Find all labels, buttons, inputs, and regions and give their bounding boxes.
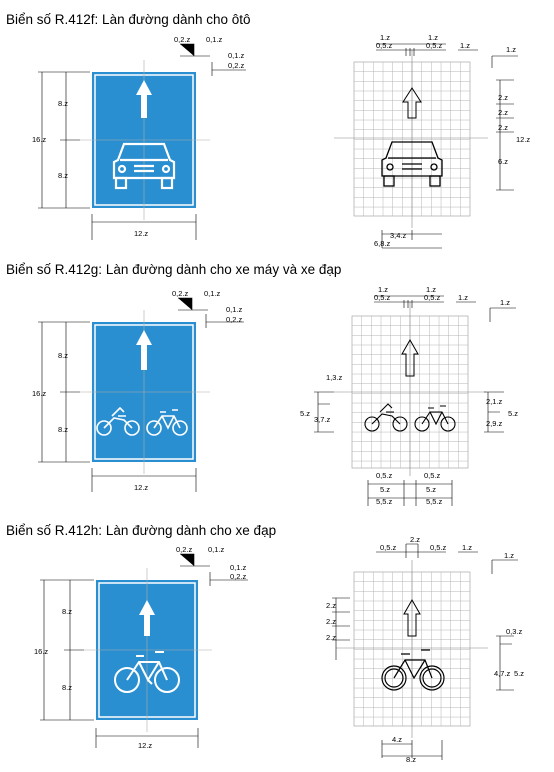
grid-dim-bottom-d: 5.z: [426, 485, 437, 494]
grid-dim-top-c: 0,5.z: [376, 41, 393, 50]
grid-dim-top-e: 1.z: [462, 543, 473, 552]
grid-dim-right-c: 4,7.z: [494, 669, 511, 678]
dim-bottom-half: 8.z: [58, 171, 69, 180]
grid-r412f: [334, 50, 488, 228]
grid-dim-right-d: 5.z: [514, 669, 525, 678]
dim-height: 16.z: [34, 647, 49, 656]
title-r412f: Biển số R.412f: Làn đường dành cho ôtô: [6, 12, 251, 27]
dim-width: 12.z: [134, 229, 149, 238]
grid-dim-left-b: 3,7.z: [314, 415, 331, 424]
grid-dim-bottom-b: 6,8.z: [374, 239, 391, 248]
grid-dim-bottom-b: 8.z: [406, 755, 417, 764]
grid-dim-left-c: 5.z: [300, 409, 311, 418]
grid-dim-top-d: 0,5.z: [430, 543, 447, 552]
dim-edge-b: 0,2.z: [226, 315, 243, 324]
grid-dim-right-e: 6.z: [498, 157, 509, 166]
grid-dim-bottom-a: 0,5.z: [376, 471, 393, 480]
grid-dim-top-a: 1.z: [378, 285, 389, 294]
grid-dim-top-c: 0,5.z: [380, 543, 397, 552]
grid-dim-top-d: 0,5.z: [426, 41, 443, 50]
grid-dim-top-d: 0,5.z: [424, 293, 441, 302]
grid-dim-bottom-f: 5,5.z: [426, 497, 443, 506]
dim-edge-a: 0,1.z: [228, 51, 245, 60]
grid-dim-bottom-a: 3,4.z: [390, 231, 407, 240]
grid-dim-right-a: 1.z: [506, 45, 517, 54]
grid-dim-right-d: 5.z: [508, 409, 519, 418]
grid-dim-right-b: 2,1.z: [486, 397, 503, 406]
grid-dim-bottom-c: 5.z: [380, 485, 391, 494]
grid-r412h-dimensions: [332, 544, 518, 760]
grid-r412f-dimensions: [376, 44, 518, 248]
dim-height: 16.z: [32, 389, 47, 398]
grid-r412h: [336, 560, 488, 738]
grid-dim-top-e: 1.z: [460, 41, 471, 50]
sign-r412h: [84, 568, 212, 732]
dim-edge-b: 0,2.z: [230, 572, 247, 581]
dim-edge-a: 0,1.z: [226, 305, 243, 314]
grid-dim-bottom-e: 5,5.z: [376, 497, 393, 506]
sign-r412g: [80, 310, 210, 474]
grid-r412g: [334, 302, 486, 476]
grid-dim-right-total: 12.z: [516, 135, 531, 144]
grid-dim-right-a: 1.z: [500, 298, 511, 307]
dim-width: 12.z: [134, 483, 149, 492]
grid-dim-left-a: 1,3.z: [326, 373, 343, 382]
grid-dim-top-b: 1.z: [426, 285, 437, 294]
dim-corner-b: 0,1.z: [204, 289, 221, 298]
grid-dim-bottom-b: 0,5.z: [424, 471, 441, 480]
grid-dim-top-e: 1.z: [458, 293, 469, 302]
grid-dim-top-a: 1.z: [380, 33, 391, 42]
bicycle-outline-icon: [382, 650, 444, 690]
bicycle-outline-icon: [415, 406, 455, 431]
grid-dim-left-b: 2.z: [326, 617, 337, 626]
dim-bottom-half: 8.z: [58, 425, 69, 434]
dim-edge-a: 0,1.z: [230, 563, 247, 572]
dim-corner-b: 0,1.z: [206, 35, 223, 44]
grid-dim-right-a: 1.z: [504, 551, 515, 560]
dim-corner-a: 0,2.z: [176, 545, 193, 554]
dim-top-half: 8.z: [62, 607, 73, 616]
grid-dim-right-c: 2,9.z: [486, 419, 503, 428]
grid-dim-bottom-a: 4.z: [392, 735, 403, 744]
dim-top-half: 8.z: [58, 99, 69, 108]
dim-top-half: 8.z: [58, 351, 69, 360]
dim-corner-b: 0,1.z: [208, 545, 225, 554]
dim-height: 16.z: [32, 135, 47, 144]
grid-dim-left-c: 2.z: [326, 633, 337, 642]
dim-corner-a: 0,2.z: [172, 289, 189, 298]
grid-dim-right-b: 0,3.z: [506, 627, 523, 636]
grid-dim-top-c: 0,5.z: [374, 293, 391, 302]
grid-dim-top-b: 1.z: [428, 33, 439, 42]
dim-corner-a: 0,2.z: [174, 35, 191, 44]
dim-edge-b: 0,2.z: [228, 61, 245, 70]
title-r412h: Biển số R.412h: Làn đường dành cho xe đạp: [6, 523, 277, 538]
grid-dim-top-a: 2.z: [410, 535, 421, 544]
title-r412g: Biển số R.412g: Làn đường dành cho xe máy và xe đạp: [6, 262, 342, 277]
grid-dim-right-c: 2.z: [498, 108, 509, 117]
grid-dim-left-a: 2.z: [326, 601, 337, 610]
sign-r412f: [80, 60, 210, 220]
dim-bottom-half: 8.z: [62, 683, 73, 692]
grid-dim-right-d: 2.z: [498, 123, 509, 132]
grid-dim-right-b: 2.z: [498, 93, 509, 102]
dim-width: 12.z: [138, 741, 153, 750]
